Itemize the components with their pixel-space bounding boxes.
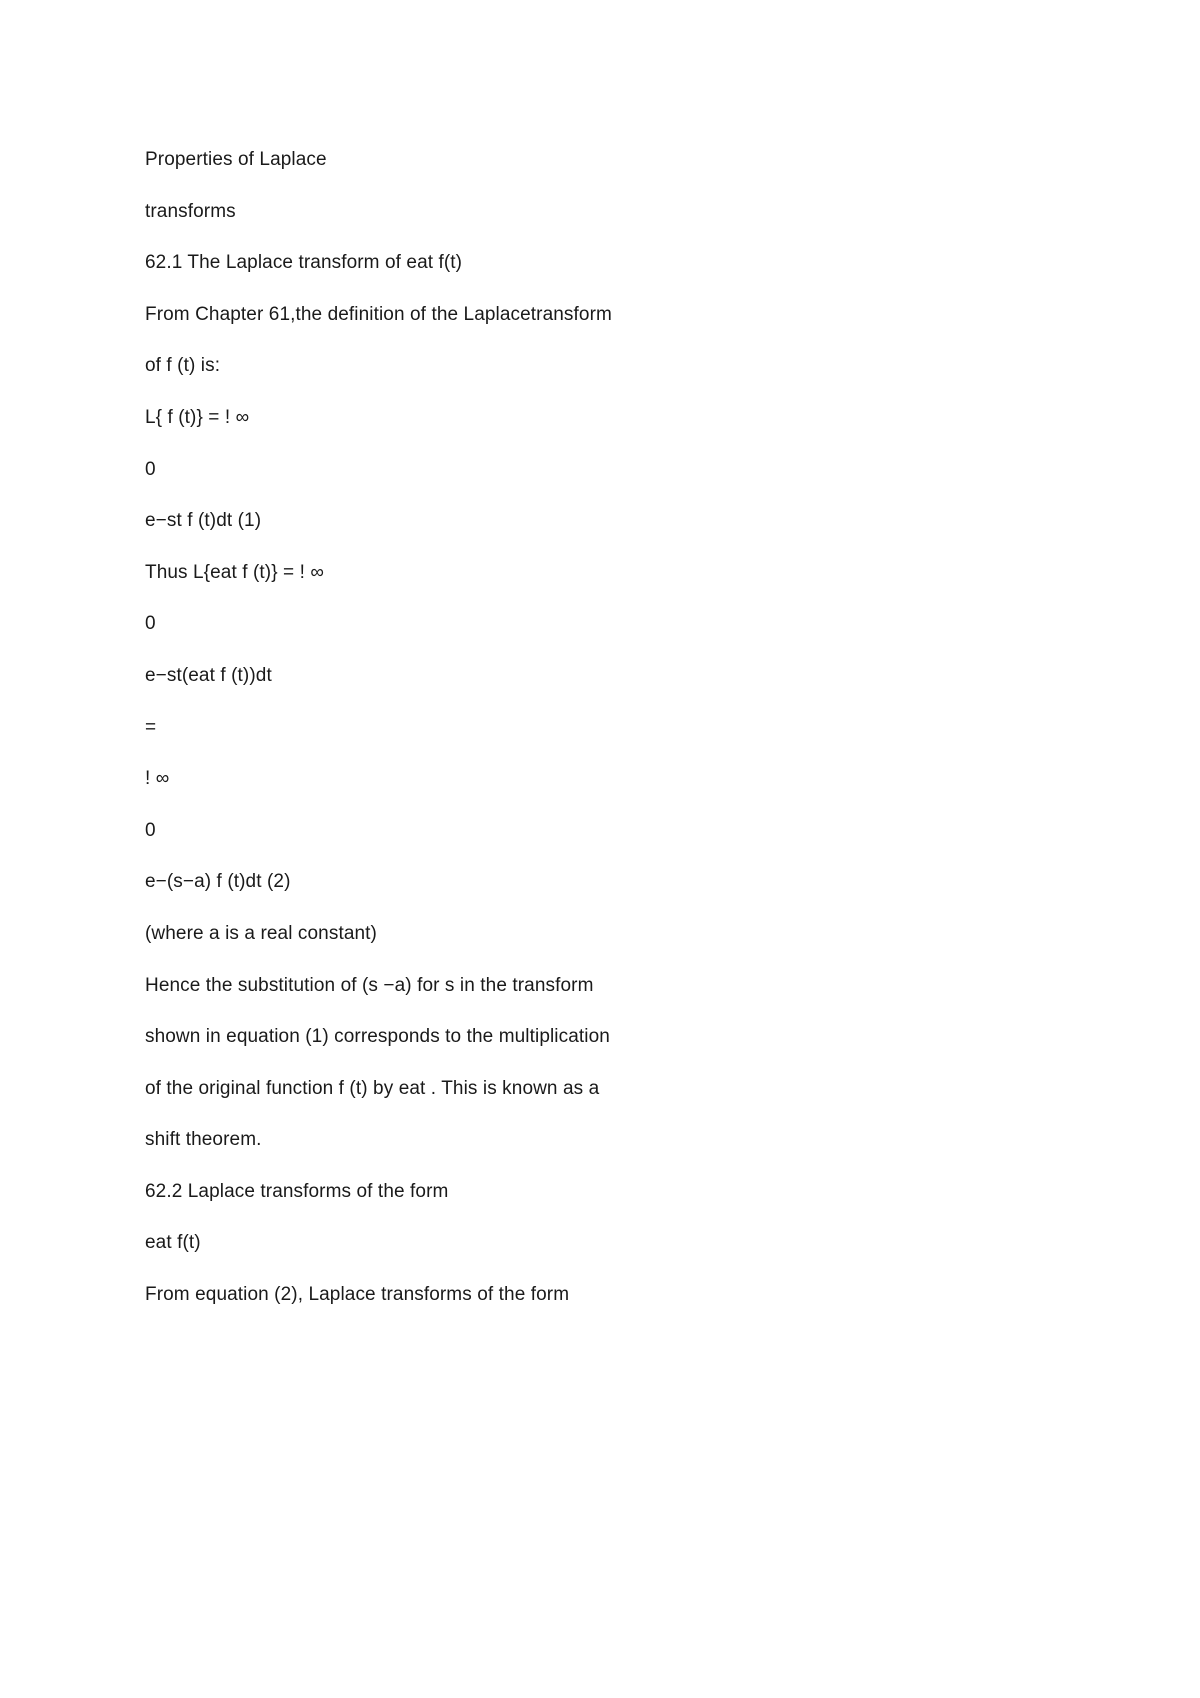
- text-line: From equation (2), Laplace transforms of the form: [145, 1284, 570, 1306]
- equation-line: 0: [145, 613, 156, 635]
- document-title-line-2: transforms: [145, 200, 236, 222]
- equation-line: 0: [145, 458, 156, 480]
- text-line: of the original function f (t) by eat . This is known as a: [145, 1077, 600, 1099]
- text-line: (where a is a real constant): [145, 922, 377, 944]
- document-body: [145, 142, 1045, 1329]
- document-title-line-1: Properties of Laplace: [145, 149, 327, 170]
- equation-line: e−st(eat f (t))dt: [145, 664, 272, 686]
- equation-line: Thus L{eat f (t)} = ! ∞: [145, 561, 325, 583]
- text-line: of f (t) is:: [145, 355, 221, 377]
- equation-line: e−(s−a) f (t)dt (2): [145, 871, 291, 893]
- equation-line: 0: [145, 819, 156, 841]
- section-heading-62-1: 62.1 The Laplace transform of eat f(t): [145, 252, 463, 274]
- equation-line: ! ∞: [145, 768, 170, 790]
- equation-line: =: [145, 716, 157, 738]
- section-heading-62-2-cont: eat f(t): [145, 1232, 201, 1254]
- text-line: shown in equation (1) corresponds to the multiplication: [145, 1026, 610, 1048]
- text-line: shift theorem.: [145, 1129, 262, 1151]
- equation-line: e−st f (t)dt (1): [145, 510, 262, 532]
- equation-line: L{ f (t)} = ! ∞: [145, 406, 250, 428]
- section-heading-62-2: 62.2 Laplace transforms of the form: [145, 1180, 449, 1202]
- text-line: Hence the substitution of (s −a) for s in the transform: [145, 974, 594, 996]
- text-line: From Chapter 61,the definition of the Laplacetransform: [145, 303, 612, 325]
